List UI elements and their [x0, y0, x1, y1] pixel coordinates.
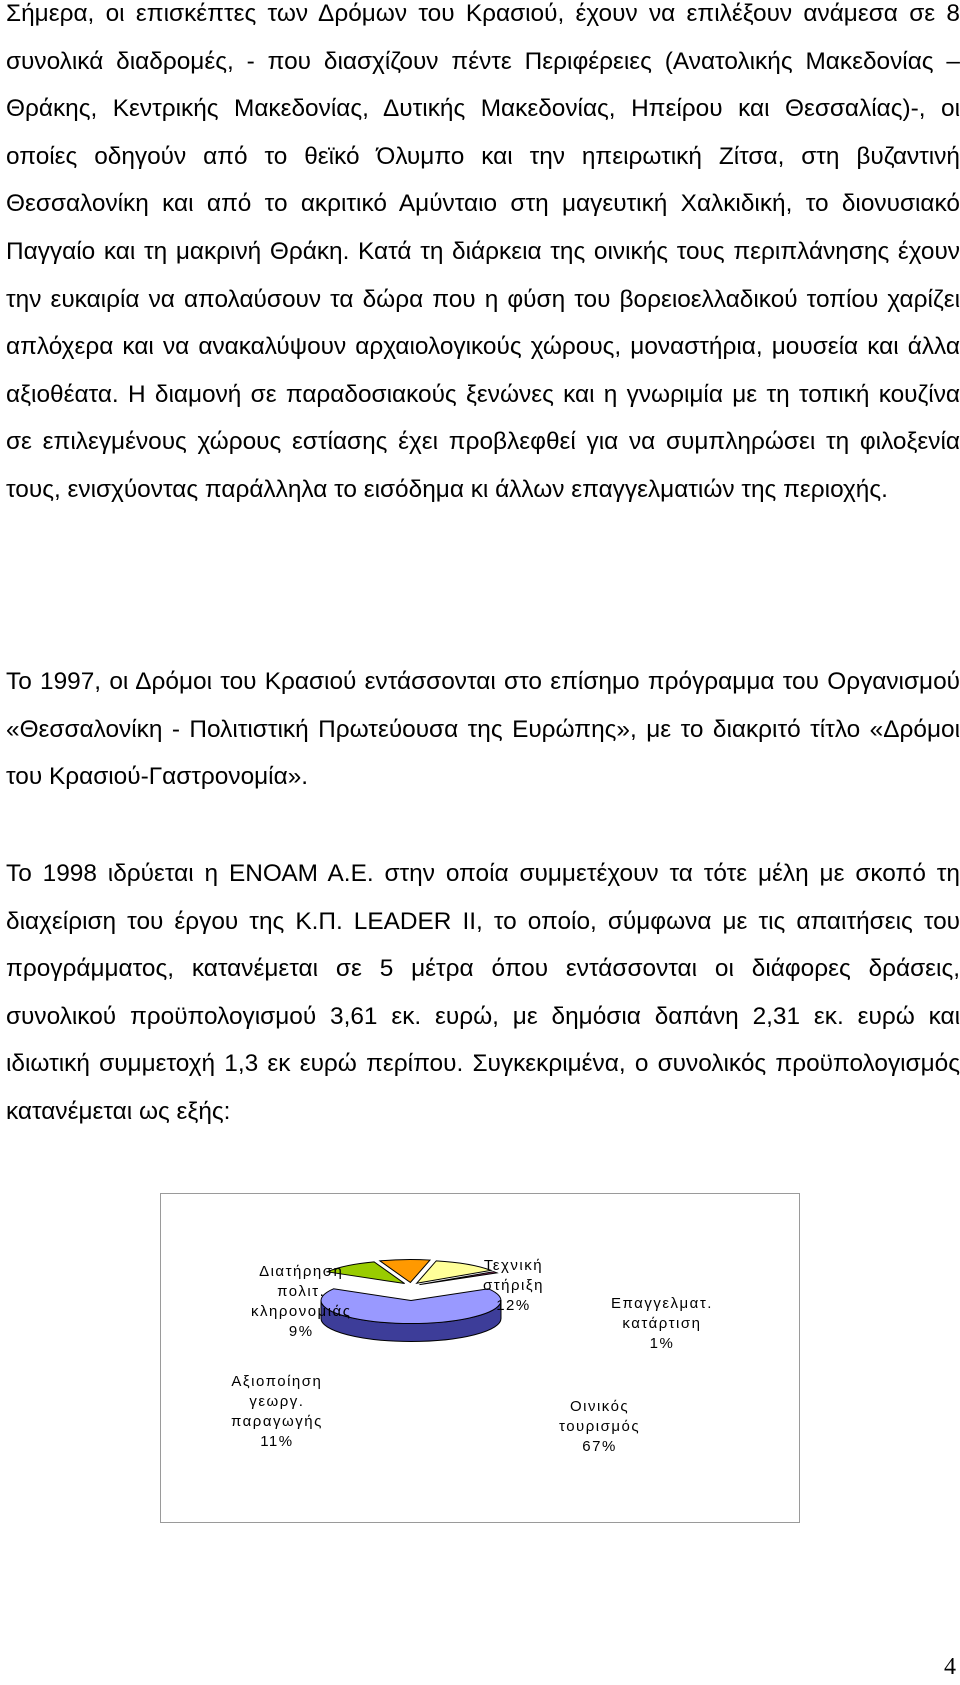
page-number: 4 [944, 1654, 956, 1680]
label-agriculture-line-2: γεωργ. [249, 1393, 305, 1410]
label-training-line-2: κατάρτιση [622, 1315, 702, 1332]
label-agriculture-line-3: παραγωγής [231, 1413, 323, 1430]
label-wine-tourism-line-2: τουρισμός [559, 1418, 641, 1435]
label-tech-support-line-2: στήριξη [483, 1277, 544, 1294]
label-heritage [251, 1262, 351, 1342]
label-tech-support-line-1: Τεχνική [483, 1257, 544, 1274]
label-agriculture [231, 1372, 323, 1452]
label-heritage-line-1: Διατήρηση [259, 1263, 344, 1280]
label-wine-tourism-line-1: Οινικός [569, 1398, 630, 1415]
label-training [611, 1294, 713, 1354]
label-training-percent: 1% [649, 1335, 675, 1352]
label-agriculture-line-1: Αξιοποίηση [231, 1373, 323, 1390]
label-heritage-line-3: κληρονομιάς [251, 1303, 352, 1320]
budget-pie-chart [160, 1193, 800, 1523]
label-wine-tourism-percent: 67% [582, 1438, 617, 1455]
label-tech-support [483, 1256, 544, 1316]
paragraph-intro: Σήμερα, οι επισκέπτες των Δρόμων του Κρασιού, έχουν να επιλέξουν ανάμεσα σε 8 συνολικά διαδρομές, - που διασχίζουν πέντε Περιφέρειες (Ανατολικής Μακεδονίας – Θράκης, Κεντρικής Μακεδονίας, Δυτικής Μακεδονίας, Ηπείρου και Θεσσαλίας)-, οι οποίες οδηγούν από το θεϊκό Όλυμπο και την ηπειρωτική Ζίτσα, στη βυζαντινή Θεσσαλονίκη και από το ακριτικό Αμύνταιο στη μαγευτική Χαλκιδική, το διονυσιακό Παγγαίο και τη μακρινή Θράκη. Κατά τη διάρκεια της οινικής τους περιπλάνησης έχουν την ευκαιρία να απολαύσουν τα δώρα που η φύση του βορειοελλαδικού τοπίου χαρίζει απλόχερα και να ανακαλύψουν αρχαιολογικούς χώρους, μοναστήρια, μουσεία και άλλα αξιοθέατα. Η διαμονή σε παραδοσιακούς ξενώνες και η γνωριμία με τη τοπική κουζίνα σε επιλεγμένους χώρους εστίασης έχει προβλεφθεί για να συμπληρώσει τη φιλοξενία τους, ενισχύοντας παράλληλα το εισόδημα κι άλλων επαγγελματιών της περιοχής. [6, 0, 960, 503]
label-training-line-1: Επαγγελματ. [611, 1295, 713, 1312]
label-heritage-percent: 9% [288, 1323, 314, 1340]
paragraph-1998: Το 1998 ιδρύεται η ΕΝΟΑΜ Α.Ε. στην οποία συμμετέχουν τα τότε μέλη με σκοπό τη διαχείριση του έργου της Κ.Π. LEADER II, το οποίο, σύμφωνα με τις απαιτήσεις του προγράμματος, κατανέμεται σε 5 μέτρα όπου εντάσσονται οι διάφορες δράσεις, συνολικού προϋπολογισμού 3,61 εκ. ευρώ, με δημόσια δαπάνη 2,31 εκ. ευρώ και ιδιωτική συμμετοχή 1,3 εκ ευρώ περίπου. Συγκεκριμένα, ο συνολικός προϋπολογισμός κατανέμεται ως εξής: [6, 860, 960, 1125]
label-agriculture-percent: 11% [260, 1433, 294, 1450]
label-heritage-line-2: πολιτ. [277, 1283, 326, 1300]
pie-chart-svg [161, 1194, 801, 1524]
label-wine-tourism [559, 1397, 640, 1457]
label-tech-support-percent: 12% [496, 1297, 531, 1314]
paragraph-1997: Το 1997, οι Δρόμοι του Κρασιού εντάσσονται στο επίσημο πρόγραμμα του Οργανισμού «Θεσσαλονίκη - Πολιτιστική Πρωτεύουσα της Ευρώπης», με το διακριτό τίτλο «Δρόμοι του Κρασιού-Γαστρονομία». [6, 668, 960, 791]
slice-tech-support [417, 1261, 491, 1283]
slice-tech-support-top [417, 1261, 491, 1283]
